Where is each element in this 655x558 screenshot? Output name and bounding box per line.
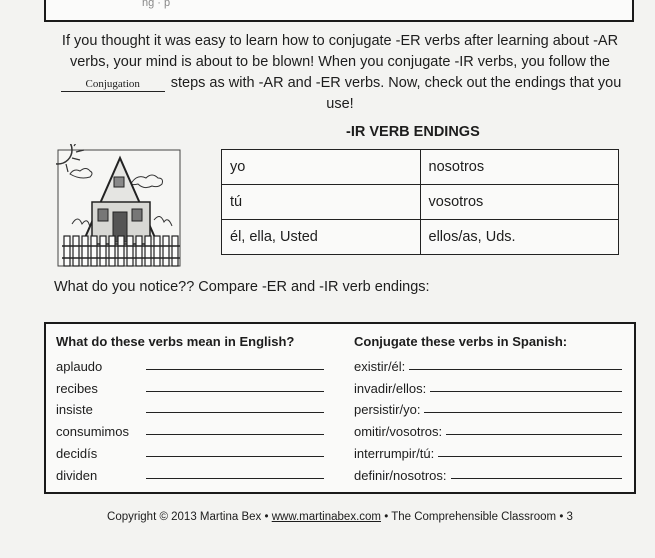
answer-blank[interactable] (146, 412, 324, 413)
ir-endings-table (221, 149, 619, 255)
answer-blank[interactable] (430, 391, 622, 392)
conjugation-prompt: omitir/vosotros: (354, 424, 443, 440)
table-row (222, 185, 619, 220)
exercise-box (44, 322, 636, 494)
answer-blank[interactable] (409, 369, 622, 370)
table-cell: él, ella, Usted (222, 220, 421, 255)
intro-after: steps as with -AR and -ER verbs. Now, check out the endings that you use! (170, 75, 622, 112)
table-row (222, 220, 619, 255)
answer-blank[interactable] (146, 434, 324, 435)
page-footer (0, 511, 655, 523)
answer-blank[interactable] (424, 412, 622, 413)
verb-label: aplaudo (56, 358, 103, 374)
intro-paragraph (48, 31, 632, 115)
verb-label: consumimos (56, 424, 129, 440)
verb-label: insiste (56, 402, 93, 418)
table-row (222, 150, 619, 185)
answer-blank[interactable] (146, 369, 324, 370)
list-item (354, 439, 622, 461)
verb-label: recibes (56, 380, 98, 396)
top-box (44, 0, 634, 22)
conjugation-prompt: invadir/ellos: (354, 380, 427, 396)
conjugation-prompt: persistir/yo: (354, 402, 421, 418)
house-illustration (56, 144, 186, 270)
top-box-fragment: ng · p (142, 0, 171, 9)
list-item (56, 461, 324, 483)
website-link[interactable]: www.martinabex.com (271, 511, 381, 523)
list-item (354, 374, 622, 396)
table-cell: ellos/as, Uds. (420, 220, 619, 255)
answer-blank[interactable] (451, 478, 623, 479)
list-item (56, 352, 324, 374)
list-item (354, 396, 622, 418)
translation-column (56, 334, 324, 483)
verb-label: dividen (56, 467, 98, 483)
conjugation-prompt: existir/él: (354, 358, 406, 374)
list-item (56, 439, 324, 461)
list-item (354, 461, 622, 483)
verb-label: decidís (56, 445, 98, 461)
list-item (56, 417, 324, 439)
list-item (354, 417, 622, 439)
table-cell: yo (222, 150, 421, 185)
answer-blank[interactable] (146, 391, 324, 392)
intro-blank: Conjugation (61, 78, 165, 92)
list-item (56, 374, 324, 396)
footer-rest: • The Comprehensible Classroom • 3 (384, 511, 573, 523)
conjugation-prompt: interrumpir/tú: (354, 445, 435, 461)
list-item (56, 396, 324, 418)
left-heading: What do these verbs mean in English? (56, 334, 295, 349)
conjugation-column (354, 334, 622, 483)
answer-blank[interactable] (438, 456, 622, 457)
answer-blank[interactable] (446, 434, 622, 435)
list-item (354, 352, 622, 374)
table-cell: vosotros (420, 185, 619, 220)
copyright-text: Copyright © 2013 Martina Bex • (107, 511, 269, 523)
notice-prompt: What do you notice?? Compare -ER and -IR verb endings: (54, 279, 430, 295)
table-cell: nosotros (420, 150, 619, 185)
answer-blank[interactable] (146, 456, 324, 457)
intro-before: If you thought it was easy to learn how to conjugate -ER verbs after learning about -AR verbs, your mind is about to be blown! When you conjugate -IR verbs, you follow the (61, 33, 619, 70)
table-title: -IR VERB ENDINGS (346, 124, 480, 140)
table-cell: tú (222, 185, 421, 220)
right-heading: Conjugate these verbs in Spanish: (354, 334, 568, 349)
answer-blank[interactable] (146, 478, 324, 479)
conjugation-prompt: definir/nosotros: (354, 467, 447, 483)
